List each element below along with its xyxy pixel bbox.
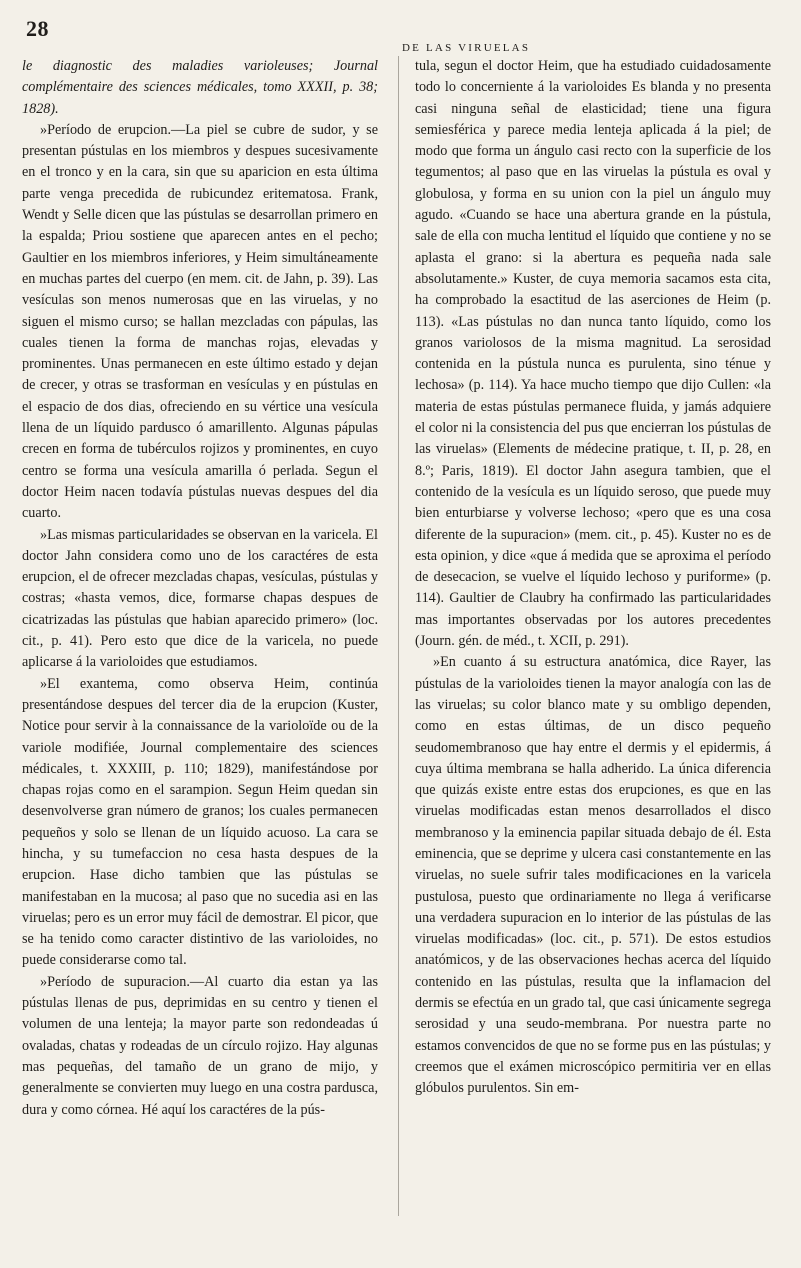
left-paragraph-2: »Período de erupcion.—La piel se cubre de sudor, y se presentan pústulas en los miembros y despues sucesivamente en el tronco y en la cara, sin que su aparicion en esta última parte venga precedida de rubicundez eritematosa. Frank, Wendt y Selle dicen que las pústulas se desarrollan primero en la espalda; Priou sostiene que aparecen antes en el pecho; Gaultier en los miembros inferiores, y Heim simultáneamente en muchas partes del cuerpo (en mem. cit. de Jahn, p. 39). Las vesículas son menos numerosas que en las viruelas, y no siguen el mismo curso; se hallan mezcladas con pápulas, las cuales tienen la forma de manchas rojas, elevadas y prominentes. Unas permanecen en este último estado y dejan de crecer, y otras se trasforman en vesículas y en pústulas en el espacio de dos dias, ofreciendo en su vértice una vesícula llena de un líquido pardusco ó amarillento. Algunas pápulas crecen en forma de tubérculos rojizos y prominentes, en cuyo centro se forma una vesícula amarilla ó perlada. Segun el doctor Heim nacen todavía pústulas nuevas despues del dia cuarto. [22,121,378,522]
page-number: 28 [26,16,49,41]
running-title: DE LAS VIRUELAS [402,42,531,54]
column-divider [398,56,399,1216]
right-paragraph-1: tula, segun el doctor Heim, que ha estudiado cuidadosamente todo lo concerniente á la varioloides Es blanda y no presenta casi ninguna señal de elasticidad; tiene una figura semiesférica y parece media lenteja aplicada á la piel; de modo que forma un ángulo casi recto con la superficie de los tegumentos; al paso que en las viruelas la pústula es oval y globulosa, y forma en su union con la piel un ángulo muy agudo. «Cuando se hace una abertura grande en la pústula, sale de ella con mucha lentitud el líquido que contiene y no se aplasta el grano: si la abertura es pequeña nada sale absolutamente.» Kuster, de cuya memoria sacamos esta cita, ha comprobado la esactitud de las aserciones de Heim (p. 113). «Las pústulas no dan nunca tanto líquido, como los granos variolosos de la misma magnitud. La serosidad contenida en la pústula nunca es purulenta, sino ténue y lechosa» (p. 114). Ya hace mucho tiempo que dijo Cullen: «la materia de estas pústulas permanece fluida, y jamás adquiere el color ni la consistencia del pus que encierran los pústulas de las viruelas» (Elements de médecine pratique, t. II, p. 28, en 8.º; Paris, 1819). El doctor Jahn asegura tambien, que el contenido de la vesícula es un líquido seroso, que puede muy bien enturbiarse y volverse lechoso; «pero que es una cosa diferente de la supuracion» (mem. cit., p. 45). Kuster no es de esta opinion, y dice «que á medida que se aproxima el período de desecacion, se vuelve el líquido lechoso y puriforme» (p. 114). Gaultier de Claubry ha confirmado las particularidades mas importantes observadas por los autores precedentes (Journ. gén. de méd., t. XCII, p. 291). [415,58,771,650]
running-head [22,14,779,54]
right-column [415,56,771,1256]
left-paragraph-5: »Período de supuracion.—Al cuarto dia estan ya las pústulas llenas de pus, deprimidas en su centro y tienen el volumen de una lenteja; la mayor parte son redondeadas ú ovaladas, chatas y rodeadas de un círculo rojizo. Hay algunas mas pequeñas, del tamaño de un grano de mijo, y generalmente se convierten muy luego en una costra pardusca, dura y como córnea. Hé aquí los caractéres de la pús- [22,973,378,1118]
left-column [22,56,378,1256]
left-paragraph-3: »Las mismas particularidades se observan en la varicela. El doctor Jahn considera como uno de los caractéres de esta erupcion, el de ofrecer mezcladas chapas, vesículas, pústulas y costras; «hasta vemos, dice, formarse chapas despues de cicatrizadas las pústulas que habian aparecido primero» (loc. cit., p. 41). Pero esto que dice de la varicela, no puede aplicarse á la varioloides que estudiamos. [22,526,378,671]
right-paragraph-2: »En cuanto á su estructura anatómica, dice Rayer, las pústulas de la varioloides tienen la mayor analogía con las de las viruelas; su color blanco mate y su ombligo dependen, como en estas últimas, de un disco pequeño seudomembranoso que hay entre el dermis y el epidermis, á cuya última membrana se halla adherido. La única diferencia que quizás existe entre estas dos erupciones, es que en las viruelas modificadas estan menos desarrollados el disco membranoso y la eminencia papilar situada debajo de él. Esta eminencia, que se deprime y ulcera casi constantemente en las viruelas, no suele sufrir tales modificaciones en la varicela pustulosa, puesto que ordinariamente no llega á verificarse una verdadera supuracion en lo interior de las pústulas de las viruelas modificadas» (loc. cit., p. 571). De estos estudios anatómicos, y de las observaciones hechas acerca del líquido contenido en las pústulas, resulta que la inflamacion del dermis se efectúa en un grado tal, que casi únicamente segrega serosidad y una seudo-membrana. Por nuestra parte no estamos convencidos de que no se forme pus en las pústulas; y creemos que el exámen microscópico permitiria ver en ellas glóbulos purulentos. Sin em- [415,654,771,1097]
left-paragraph-4: »El exantema, como observa Heim, continúa presentándose despues del tercer dia de la erupcion (Kuster, Notice pour servir à la connaissance de la varioloïde ou de la variole modifiée, Journal complementaire des sciences médicales, t. XXXIII, p. 110; 1829), manifestándose por chapas rojas como en el sarampion. Segun Heim quedan sin desenvolverse gran número de granos; los cuales permanecen pequeños y solo se llenan de un líquido acuoso. La cara se hincha, y su tumefaccion no cesa hasta despues de la erupcion. Hase dicho tambien que las pústulas se manifestaban en la mucosa; al paso que no sucedia asi en las viruelas; pero es un error muy fácil de demostrar. El picor, que se ha tenido como caracter distintivo de las varioloides, no puede considerarse como tal. [22,675,378,969]
left-paragraph-1: le diagnostic des maladies varioleuses; Journal complémentaire des sciences médicales, tomo XXXII, p. 38; 1828). [22,58,378,117]
